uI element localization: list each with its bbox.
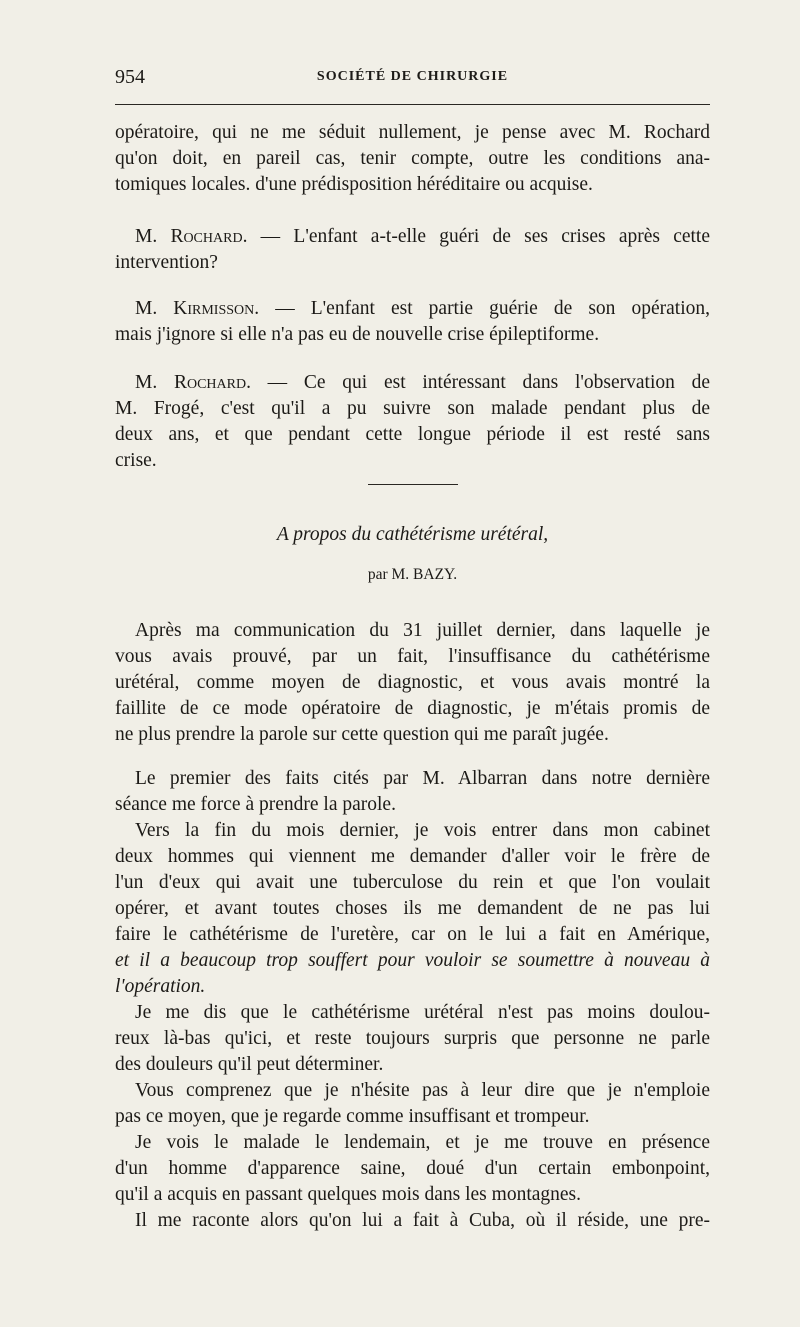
text-line: qu'il a acquis en passant quelques mois dans les montagnes. (115, 1184, 582, 1205)
text-line: opérer, et avant toutes choses ils me demandent de ne pas lui (115, 898, 710, 919)
text-line: pas ce moyen, que je regarde comme insuffisant et trompeur. (115, 1106, 590, 1127)
text-line: deux hommes qui viennent me demander d'aller voir le frère de (115, 846, 710, 867)
text-line: M. Rochard. — L'enfant a-t-elle guéri de ses crises après cette (135, 226, 711, 247)
text-line: qu'on doit, en pareil cas, tenir compte, outre les conditions ana- (115, 148, 710, 169)
text-line: des douleurs qu'il peut déterminer. (115, 1054, 384, 1075)
text-line: tomiques locales. d'une prédisposition héréditaire ou acquise. (115, 174, 593, 195)
section-separator (368, 484, 458, 485)
text-line: reux là-bas qu'ici, et reste toujours surpris que personne ne parle (115, 1028, 710, 1049)
paragraph-kirmisson-reply (115, 296, 710, 348)
paragraph-introduction (115, 618, 710, 748)
text-line: Après ma communication du 31 juillet dernier, dans laquelle je (135, 620, 710, 641)
text-line: Le premier des faits cités par M. Albarran dans notre dernière (135, 768, 710, 789)
text-line: M. Frogé, c'est qu'il a pu suivre son malade pendant plus de (115, 398, 710, 419)
text-line: Vers la fin du mois dernier, je vois entrer dans mon cabinet (135, 820, 710, 841)
page-header (115, 66, 710, 94)
header-rule (115, 104, 710, 105)
running-title: SOCIÉTÉ DE CHIRURGIE (316, 69, 509, 84)
paragraph-continuation (115, 120, 710, 198)
text-line-italic: l'opération. (115, 976, 206, 997)
text-line-italic: et il a beaucoup trop souffert pour vouloir se soumettre à nouveau à (115, 950, 710, 971)
text-line: opératoire, qui ne me séduit nullement, je pense avec M. Rochard (115, 122, 710, 143)
text-line: M. Rochard. — Ce qui est intéressant dans l'observation de (135, 372, 711, 393)
article-title: A propos du cathétérisme urétéral, (276, 524, 549, 545)
text-line: Je vois le malade le lendemain, et je me trouve en présence (135, 1132, 710, 1153)
text-line: d'un homme d'apparence saine, doué d'un certain embonpoint, (115, 1158, 710, 1179)
text-line: ne plus prendre la parole sur cette question qui me paraît jugée. (115, 724, 609, 745)
text-line: faire le cathétérisme de l'uretère, car on le lui a fait en Amérique, (115, 924, 710, 945)
page-number: 954 (115, 66, 145, 88)
text-line: intervention? (115, 252, 218, 273)
speaker-name: M. Kirmisson. (135, 298, 260, 319)
paragraph-case-report (115, 766, 710, 1234)
text-line: M. Kirmisson. — L'enfant est partie guérie de son opération, (135, 298, 710, 319)
text-line: Je me dis que le cathétérisme urétéral n'est pas moins doulou- (135, 1002, 710, 1023)
text-line: séance me force à prendre la parole. (115, 794, 396, 815)
paragraph-rochard-question (115, 224, 710, 276)
text-line: faillite de ce mode opératoire de diagnostic, je m'étais promis de (115, 698, 710, 719)
speaker-name: M. Rochard. (135, 372, 251, 393)
text-line: vous avais prouvé, par un fait, l'insuffisance du cathétérisme (115, 646, 710, 667)
text-line: crise. (115, 450, 157, 471)
text-line: mais j'ignore si elle n'a pas eu de nouvelle crise épileptiforme. (115, 324, 600, 345)
text-line: Vous comprenez que je n'hésite pas à leur dire que je n'emploie (135, 1080, 710, 1101)
text-line: urétéral, comme moyen de diagnostic, et vous avais montré la (115, 672, 710, 693)
text-line: deux ans, et que pendant cette longue période il est resté sans (115, 424, 710, 445)
text-line: l'un d'eux qui avait une tuberculose du rein et que l'on voulait (115, 872, 710, 893)
article-byline: par M. BAZY. (367, 566, 458, 583)
speaker-name: M. Rochard. (135, 226, 248, 247)
paragraph-rochard-comment (115, 370, 710, 474)
text-line: Il me raconte alors qu'on lui a fait à Cuba, où il réside, une pre- (135, 1210, 710, 1231)
